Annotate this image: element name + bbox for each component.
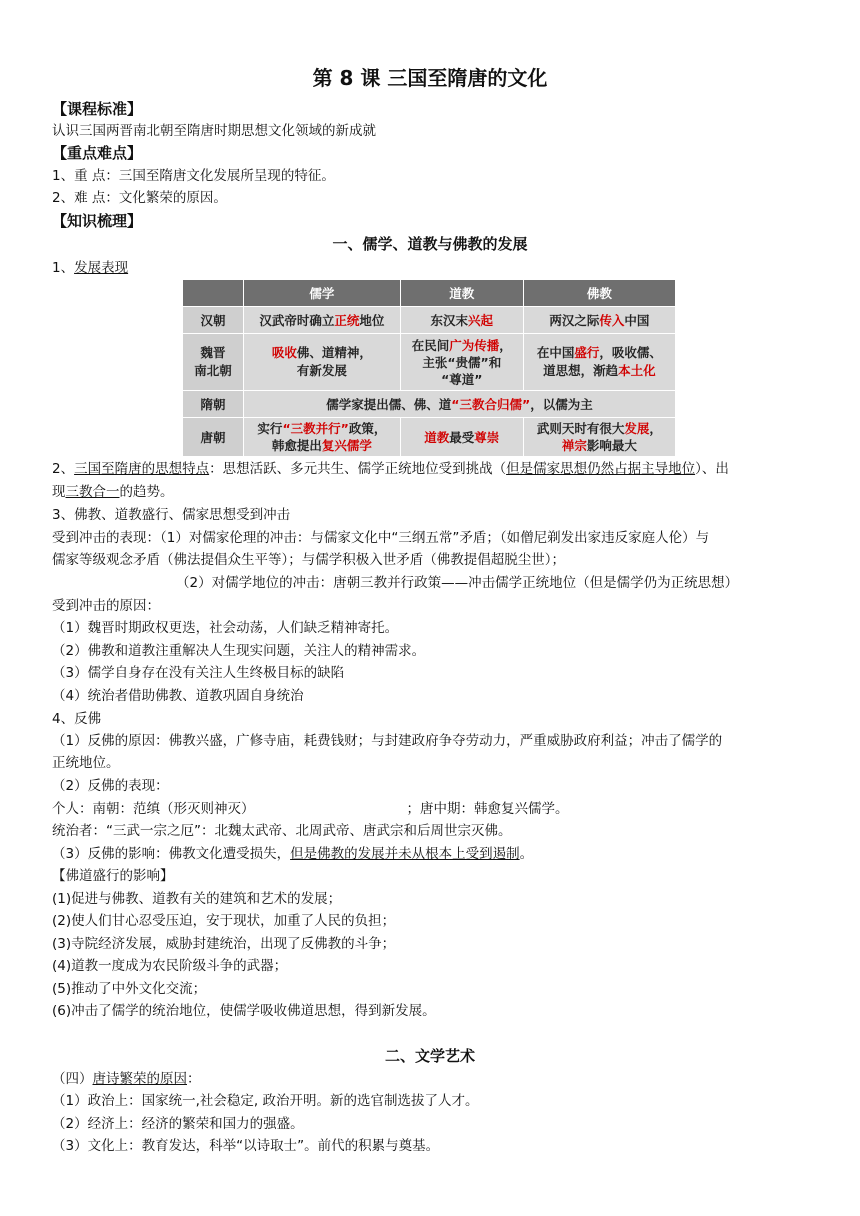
era-cell: 汉朝: [183, 307, 244, 334]
tang-poetry-reason: （3）文化上：教育发达，科举“以诗取士”。前代的积累与奠基。: [52, 1138, 440, 1154]
course-standard-heading: 【课程标准】: [52, 100, 143, 118]
table-cell: 东汉末兴起: [400, 307, 523, 334]
table-cell: 汉武帝时确立正统地位: [244, 307, 401, 334]
dev-label-line: [52, 257, 820, 279]
table-cell: 在民间广为传播， 主张“贵儒”和 “尊道”: [400, 334, 523, 391]
impact-heading: 3、佛教、道教盛行、儒家思想受到冲击: [52, 507, 291, 523]
cause-1: （1）魏晋时期政权更迭，社会动荡，人们缺乏精神寄托。: [52, 620, 399, 636]
key-points-heading: 【重点难点】: [52, 144, 143, 162]
table-row-weijin: [183, 334, 676, 391]
anti-buddhism-manifest: （2）反佛的表现：: [52, 778, 169, 794]
dev-label: 发展表现: [74, 260, 129, 276]
influence-item: (1)促进与佛教、道教有关的建筑和艺术的发展；: [52, 891, 342, 907]
impact-line3: （2）对儒学地位的冲击：唐朝三教并行政策——冲击儒学正统地位（但是儒学仍为正统思想）: [176, 575, 739, 591]
table-cell: 在中国盛行，吸收儒、 道思想，渐趋本土化: [523, 334, 675, 391]
table-header-confucianism: 儒学: [244, 280, 401, 307]
anti-buddhism-ruler: 统治者：“三武一宗之厄”：北魏太武帝、北周武帝、唐武宗和后周世宗灭佛。: [52, 823, 512, 839]
thought-features-line1: 2、三国至隋唐的思想特点：思想活跃、多元共生、儒学正统地位受到挑战（但是儒家思想仍然占据主导地位）、出: [52, 461, 729, 477]
table-header-taoism: 道教: [400, 280, 523, 307]
table-cell: 儒学家提出儒、佛、道“三教合归儒”，以儒为主: [244, 391, 676, 418]
impact-line2: 儒家等级观念矛盾（佛法提倡众生平等）；与儒学积极入世矛盾（佛教提倡超脱尘世）；: [52, 552, 565, 568]
page-title: 第 8 课 三国至隋唐的文化: [312, 66, 548, 90]
table-cell: 吸收佛、道精神， 有新发展: [244, 334, 401, 391]
dev-label-prefix: 1、: [52, 260, 75, 276]
influence-item: (3)寺院经济发展，威胁封建统治，出现了反佛教的斗争；: [52, 936, 396, 952]
tang-poetry-reason: （1）政治上：国家统一,社会稳定, 政治开明。新的选官制选拔了人才。: [52, 1093, 479, 1109]
religion-comparison-table: [182, 279, 676, 457]
era-cell: 魏晋 南北朝: [183, 334, 244, 391]
era-cell: 唐朝: [183, 418, 244, 457]
thought-features-line2: 现三教合一的趋势。: [52, 484, 174, 500]
influence-item: (4)道教一度成为农民阶级斗争的武器；: [52, 958, 288, 974]
table-cell: 两汉之际传入中国: [523, 307, 675, 334]
tang-poetry-heading: （四）唐诗繁荣的原因：: [52, 1071, 201, 1087]
cause-4: （4）统治者借助佛教、道教巩固自身统治: [52, 688, 304, 704]
tang-poetry-reason: （2）经济上：经济的繁荣和国力的强盛。: [52, 1116, 304, 1132]
influence-item: (6)冲击了儒学的统治地位，使儒学吸收佛道思想，得到新发展。: [52, 1003, 436, 1019]
anti-buddhism-heading: 4、反佛: [52, 711, 102, 727]
table-row-sui: [183, 391, 676, 418]
course-standard-text: 认识三国两晋南北朝至隋唐时期思想文化领域的新成就: [52, 123, 376, 139]
influence-heading: 【佛道盛行的影响】: [52, 868, 174, 884]
table-cell: 实行“三教并行”政策， 韩愈提出复兴儒学: [244, 418, 401, 457]
cause-2: （2）佛教和道教注重解决人生现实问题，关注人的精神需求。: [52, 643, 426, 659]
cause-heading: 受到冲击的原因：: [52, 598, 160, 614]
section1-title: 一、儒学、道教与佛教的发展: [332, 235, 528, 253]
cause-3: （3）儒学自身存在没有关注人生终极目标的缺陷: [52, 665, 345, 681]
knowledge-heading: 【知识梳理】: [52, 212, 143, 230]
era-cell: 隋朝: [183, 391, 244, 418]
key-point-1: 1、重 点：三国至隋唐文化发展所呈现的特征。: [52, 168, 335, 184]
anti-buddhism-reason-2: 正统地位。: [52, 755, 120, 771]
table-header-corner: [183, 280, 244, 307]
influence-item: (2)使人们甘心忍受压迫，安于现状，加重了人民的负担；: [52, 913, 396, 929]
table-row-han: [183, 307, 676, 334]
impact-line1: 受到冲击的表现：（1）对儒家伦理的冲击：与儒家文化中“三纲五常”矛盾；（如僧尼剃发出家违反家庭人伦）与: [52, 530, 710, 546]
anti-buddhism-reason-1: （1）反佛的原因：佛教兴盛，广修寺庙，耗费钱财；与封建政府争夺劳动力，严重威胁政府利益；冲击了儒学的: [52, 733, 723, 749]
table-cell: 武则天时有很大发展， 禅宗影响最大: [523, 418, 675, 457]
table-header-buddhism: 佛教: [523, 280, 675, 307]
section2-title: 二、文学艺术: [384, 1047, 475, 1065]
key-point-2: 2、难 点：文化繁荣的原因。: [52, 190, 227, 206]
anti-buddhism-person: 个人：南朝：范缜（形灭则神灭） ；唐中期：韩愈复兴儒学。: [52, 801, 569, 817]
influence-item: (5)推动了中外文化交流；: [52, 981, 207, 997]
table-row-tang: [183, 418, 676, 457]
table-cell: 道教最受尊崇: [400, 418, 523, 457]
anti-buddhism-effect: （3）反佛的影响：佛教文化遭受损失，但是佛教的发展并未从根本上受到遏制。: [52, 846, 534, 862]
